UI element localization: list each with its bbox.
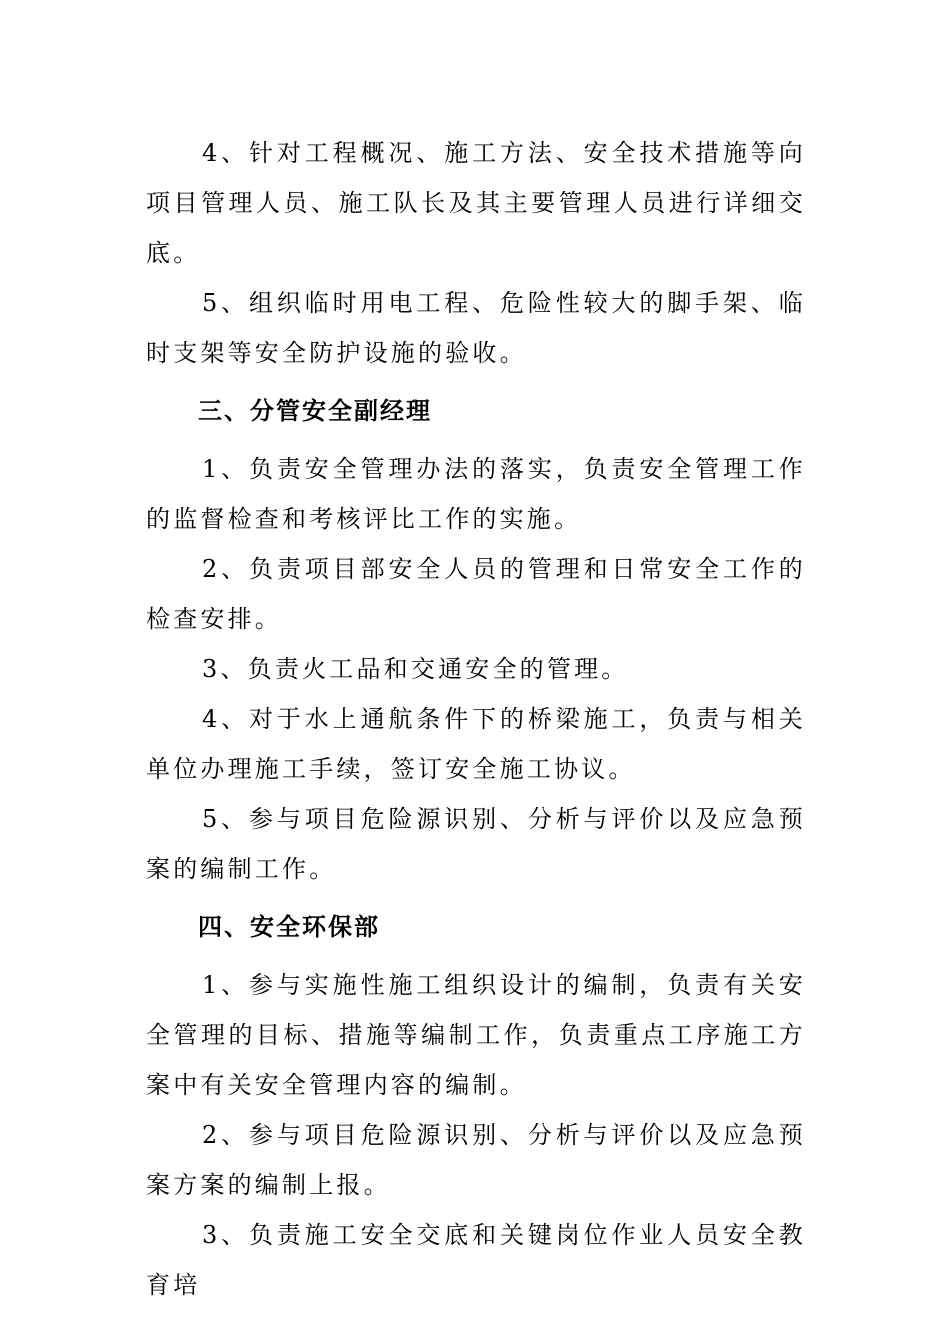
paragraph-3-explosives-traffic: 3、负责火工品和交通安全的管理。 <box>202 655 629 683</box>
paragraph-3-safety-training: 3、负责施工安全交底和关键岗位作业人员安全教育培 <box>146 1221 806 1299</box>
paragraph-5-hazard-identification: 5、参与项目危险源识别、分析与评价以及应急预案的编制工作。 <box>146 805 806 883</box>
paragraph-1-construction-design: 1、参与实施性施工组织设计的编制，负责有关安全管理的目标、措施等编制工作，负责重点工序施工方案中有关安全管理内容的编制。 <box>146 971 806 1099</box>
paragraph-4-bridge-navigation: 4、对于水上通航条件下的桥梁施工，负责与相关单位办理施工手续，签订安全施工协议。 <box>146 705 806 783</box>
paragraph-2-safety-staff: 2、负责项目部安全人员的管理和日常安全工作的检查安排。 <box>146 555 806 633</box>
paragraph-2-emergency-plan: 2、参与项目危险源识别、分析与评价以及应急预案方案的编制上报。 <box>146 1121 806 1199</box>
document-body <box>146 128 806 1310</box>
section-heading-safety-deputy-manager: 三、分管安全副经理 <box>198 397 432 425</box>
paragraph-4-technical-briefing: 4、针对工程概况、施工方法、安全技术措施等向项目管理人员、施工队长及其主要管理人员进行详细交底。 <box>146 139 806 267</box>
section-heading-safety-environment-dept: 四、安全环保部 <box>198 913 380 941</box>
paragraph-1-safety-measures: 1、负责安全管理办法的落实，负责安全管理工作的监督检查和考核评比工作的实施。 <box>146 455 806 533</box>
paragraph-5-facility-acceptance: 5、组织临时用电工程、危险性较大的脚手架、临时支架等安全防护设施的验收。 <box>146 289 806 367</box>
